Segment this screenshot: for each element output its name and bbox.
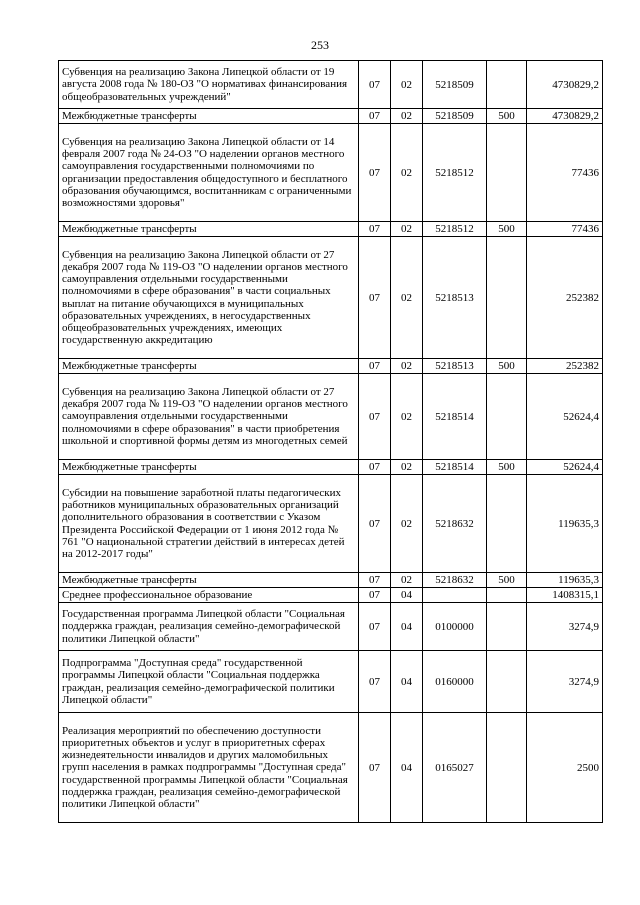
expense-type-code-cell xyxy=(487,651,527,713)
table-row xyxy=(59,124,603,222)
expense-type-code-cell xyxy=(487,374,527,460)
subsection-code-cell: 02 xyxy=(391,222,423,237)
table-row xyxy=(59,460,603,475)
row-name-cell: Субвенция на реализацию Закона Липецкой области от 27 декабря 2007 года № 119-ОЗ "О наделении органов местного самоуправления отдельными государственными полномочиями в сфере образования" в части социальных выплат на питание обучающихся в муниципальных образовательных учреждениях, в негосударственных общеобразовательных учреждениях, имеющих государственную аккредитацию xyxy=(59,237,359,359)
amount-cell: 77436 xyxy=(527,124,603,222)
subsection-code-cell: 02 xyxy=(391,124,423,222)
subsection-code-cell: 02 xyxy=(391,374,423,460)
expense-type-code-cell: 500 xyxy=(487,359,527,374)
amount-cell: 4730829,2 xyxy=(527,109,603,124)
target-item-code-cell: 5218513 xyxy=(423,237,487,359)
section-code-cell: 07 xyxy=(359,713,391,823)
row-name-cell: Субвенция на реализацию Закона Липецкой области от 19 августа 2008 года № 180-ОЗ "О нормативах финансирования общеобразовательных учреждений" xyxy=(59,61,359,109)
row-name-cell: Межбюджетные трансферты xyxy=(59,359,359,374)
budget-table xyxy=(58,60,603,823)
section-code-cell: 07 xyxy=(359,588,391,603)
table-row xyxy=(59,713,603,823)
expense-type-code-cell: 500 xyxy=(487,109,527,124)
subsection-code-cell: 02 xyxy=(391,359,423,374)
target-item-code-cell: 5218632 xyxy=(423,475,487,573)
subsection-code-cell: 04 xyxy=(391,651,423,713)
expense-type-code-cell xyxy=(487,713,527,823)
page-number: 253 xyxy=(311,38,329,52)
section-code-cell: 07 xyxy=(359,460,391,475)
budget-table-body xyxy=(59,61,603,823)
expense-type-code-cell xyxy=(487,61,527,109)
expense-type-code-cell xyxy=(487,124,527,222)
section-code-cell: 07 xyxy=(359,61,391,109)
section-code-cell: 07 xyxy=(359,374,391,460)
section-code-cell: 07 xyxy=(359,475,391,573)
table-row xyxy=(59,374,603,460)
amount-cell: 52624,4 xyxy=(527,460,603,475)
target-item-code-cell xyxy=(423,588,487,603)
section-code-cell: 07 xyxy=(359,651,391,713)
table-row xyxy=(59,359,603,374)
subsection-code-cell: 02 xyxy=(391,573,423,588)
amount-cell: 3274,9 xyxy=(527,603,603,651)
row-name-cell: Межбюджетные трансферты xyxy=(59,222,359,237)
expense-type-code-cell xyxy=(487,475,527,573)
expense-type-code-cell xyxy=(487,588,527,603)
subsection-code-cell: 02 xyxy=(391,460,423,475)
section-code-cell: 07 xyxy=(359,573,391,588)
row-name-cell: Государственная программа Липецкой области "Социальная поддержка граждан, реализация семейно-демографической политики Липецкой области" xyxy=(59,603,359,651)
target-item-code-cell: 5218632 xyxy=(423,573,487,588)
expense-type-code-cell: 500 xyxy=(487,460,527,475)
section-code-cell: 07 xyxy=(359,359,391,374)
row-name-cell: Межбюджетные трансферты xyxy=(59,460,359,475)
amount-cell: 119635,3 xyxy=(527,573,603,588)
subsection-code-cell: 04 xyxy=(391,603,423,651)
subsection-code-cell: 02 xyxy=(391,109,423,124)
target-item-code-cell: 5218509 xyxy=(423,109,487,124)
row-name-cell: Межбюджетные трансферты xyxy=(59,109,359,124)
amount-cell: 77436 xyxy=(527,222,603,237)
table-row xyxy=(59,475,603,573)
amount-cell: 252382 xyxy=(527,359,603,374)
expense-type-code-cell: 500 xyxy=(487,573,527,588)
section-code-cell: 07 xyxy=(359,124,391,222)
target-item-code-cell: 5218512 xyxy=(423,222,487,237)
table-row xyxy=(59,237,603,359)
subsection-code-cell: 04 xyxy=(391,588,423,603)
table-row xyxy=(59,61,603,109)
row-name-cell: Подпрограмма "Доступная среда" государственной программы Липецкой области "Социальная поддержка граждан, реализация семейно-демографической политики Липецкой области" xyxy=(59,651,359,713)
subsection-code-cell: 04 xyxy=(391,713,423,823)
amount-cell: 119635,3 xyxy=(527,475,603,573)
table-row xyxy=(59,222,603,237)
section-code-cell: 07 xyxy=(359,109,391,124)
section-code-cell: 07 xyxy=(359,603,391,651)
target-item-code-cell: 5218512 xyxy=(423,124,487,222)
table-row xyxy=(59,109,603,124)
amount-cell: 1408315,1 xyxy=(527,588,603,603)
subsection-code-cell: 02 xyxy=(391,475,423,573)
amount-cell: 52624,4 xyxy=(527,374,603,460)
row-name-cell: Реализация мероприятий по обеспечению доступности приоритетных объектов и услуг в приоритетных сферах жизнедеятельности инвалидов и других маломобильных групп населения в рамках подпрограммы "Доступная среда" государственной программы Липецкой области "Социальная поддержка граждан, реализация семейно-демографической политики Липецкой области" xyxy=(59,713,359,823)
row-name-cell: Субвенция на реализацию Закона Липецкой области от 27 декабря 2007 года № 119-ОЗ "О наделении органов местного самоуправления отдельными государственными полномочиями в сфере образования" в части приобретения школьной и спортивной формы детям из многодетных семей xyxy=(59,374,359,460)
expense-type-code-cell xyxy=(487,603,527,651)
amount-cell: 3274,9 xyxy=(527,651,603,713)
row-name-cell: Субвенция на реализацию Закона Липецкой области от 14 февраля 2007 года № 24-ОЗ "О наделении органов местного самоуправления государственными полномочиями по организации предоставления общедоступного и бесплатного образования обучающимся, воспитанникам с ограниченными возможностями здоровья" xyxy=(59,124,359,222)
subsection-code-cell: 02 xyxy=(391,61,423,109)
amount-cell: 2500 xyxy=(527,713,603,823)
expense-type-code-cell xyxy=(487,237,527,359)
table-row xyxy=(59,573,603,588)
target-item-code-cell: 0160000 xyxy=(423,651,487,713)
subsection-code-cell: 02 xyxy=(391,237,423,359)
target-item-code-cell: 5218513 xyxy=(423,359,487,374)
target-item-code-cell: 5218509 xyxy=(423,61,487,109)
table-row xyxy=(59,603,603,651)
section-code-cell: 07 xyxy=(359,237,391,359)
amount-cell: 252382 xyxy=(527,237,603,359)
row-name-cell: Субсидии на повышение заработной платы педагогических работников муниципальных образовательных организаций дополнительного образования в соответствии с Указом Президента Российской Федерации от 1 июня 2012 года № 761 "О национальной стратегии действий в интересах детей на 2012-2017 годы" xyxy=(59,475,359,573)
row-name-cell: Среднее профессиональное образование xyxy=(59,588,359,603)
target-item-code-cell: 5218514 xyxy=(423,460,487,475)
target-item-code-cell: 5218514 xyxy=(423,374,487,460)
expense-type-code-cell: 500 xyxy=(487,222,527,237)
table-row xyxy=(59,588,603,603)
table-row xyxy=(59,651,603,713)
target-item-code-cell: 0100000 xyxy=(423,603,487,651)
section-code-cell: 07 xyxy=(359,222,391,237)
amount-cell: 4730829,2 xyxy=(527,61,603,109)
target-item-code-cell: 0165027 xyxy=(423,713,487,823)
row-name-cell: Межбюджетные трансферты xyxy=(59,573,359,588)
